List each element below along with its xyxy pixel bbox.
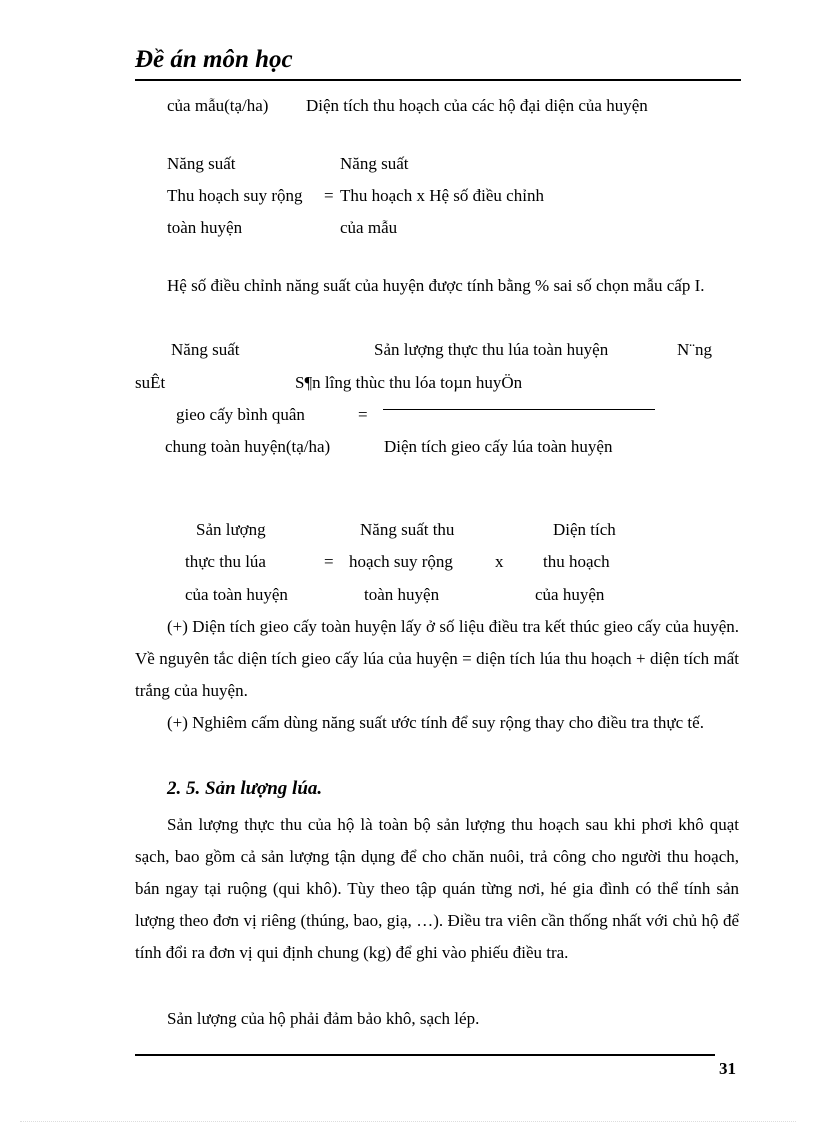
formula1-left-text: của mẫu(tạ/ha) bbox=[167, 96, 269, 115]
formula4-col2-line3: toàn huyện bbox=[364, 585, 440, 604]
formula4-col3-line2: thu hoạch bbox=[543, 552, 610, 571]
formula2-col1-line1: Năng suất bbox=[167, 154, 236, 173]
formula4-col2-line1: Năng suất thu bbox=[360, 520, 455, 539]
formula3-garbled-numerator: S¶n lîng thùc thu lóa toµn huyÖn bbox=[295, 373, 523, 392]
formula2-col2-line3: của mẫu bbox=[340, 218, 398, 237]
formula4-col1-line3: của toàn huyện bbox=[185, 585, 288, 604]
formula3-numerator: Sản lượng thực thu lúa toàn huyện bbox=[374, 340, 609, 359]
formula4-col1-line2: thực thu lúa bbox=[185, 552, 266, 571]
formula1-right-text: Diện tích thu hoạch của các hộ đại diện của huyện bbox=[306, 96, 648, 115]
formula3-denominator: Diện tích gieo cấy lúa toàn huyện bbox=[384, 437, 613, 456]
formula2-col1-line3: toàn huyện bbox=[167, 218, 243, 237]
formula3-equals: = bbox=[358, 405, 368, 424]
coefficient-paragraph: Hệ số điều chỉnh năng suất của huyện được tính bằng % sai số chọn mẫu cấp I. bbox=[167, 276, 705, 295]
note-paragraph-2: (+) Nghiêm cấm dùng năng suất ước tính để suy rộng thay cho điều tra thực tế. bbox=[167, 713, 704, 732]
formula3-left-line3: gieo cấy bình quân bbox=[176, 405, 305, 424]
formula4-col2-line2: hoạch suy rộng bbox=[349, 552, 453, 571]
page-edge-divider bbox=[20, 1121, 796, 1122]
formula2-col2-line2: Thu hoạch x Hệ số điều chỉnh bbox=[340, 186, 544, 205]
formula4-col3-line3: của huyện bbox=[535, 585, 605, 604]
formula3-garbled-right: N¨ng bbox=[677, 340, 712, 359]
formula4-col3-line1: Diện tích bbox=[553, 520, 616, 539]
formula4-equals: = bbox=[324, 552, 334, 571]
formula3-fraction-bar bbox=[383, 409, 655, 410]
footer-rule bbox=[135, 1054, 715, 1056]
section-paragraph-1: Sản lượng thực thu của hộ là toàn bộ sản lượng thu hoạch sau khi phơi khô quạt sạch, bao gồm cả sản lượng tận dụng để cho chăn nuôi, trả công cho người thu hoạch, bán ngay tại ruộng (qui khô). Tùy theo tập quán từng nơi, hé gia đình có thể tính sản lượng theo đơn vị riêng (thúng, bao, giạ, …). Điều tra viên cần thống nhất với chủ hộ để tính đổi ra đơn vị qui định chung (kg) để ghi vào phiếu điều tra. bbox=[135, 815, 739, 962]
note-paragraph-1: (+) Diện tích gieo cấy toàn huyện lấy ở số liệu điều tra kết thúc gieo cấy của huyện. Về nguyên tắc diện tích gieo cấy lúa của huyện = diện tích lúa thu hoạch + diện tích mất trắng của huyện. bbox=[135, 617, 739, 700]
formula2-equals: = bbox=[324, 186, 334, 205]
page-number: 31 bbox=[719, 1059, 736, 1078]
section-heading: 2. 5. Sản lượng lúa. bbox=[167, 778, 323, 799]
formula3-garbled-left: suÊt bbox=[135, 373, 166, 392]
formula4-times: x bbox=[495, 552, 504, 571]
formula2-col1-line2: Thu hoạch suy rộng bbox=[167, 186, 303, 205]
formula3-left-line4: chung toàn huyện(tạ/ha) bbox=[165, 437, 331, 456]
page-header-title: Đề án môn học bbox=[135, 46, 293, 73]
formula2-col2-line1: Năng suất bbox=[340, 154, 409, 173]
formula4-col1-line1: Sản lượng bbox=[196, 520, 266, 539]
section-paragraph-2: Sản lượng của hộ phải đảm bảo khô, sạch lép. bbox=[167, 1009, 480, 1028]
header-rule bbox=[135, 79, 741, 81]
formula3-left-line1: Năng suất bbox=[171, 340, 240, 359]
